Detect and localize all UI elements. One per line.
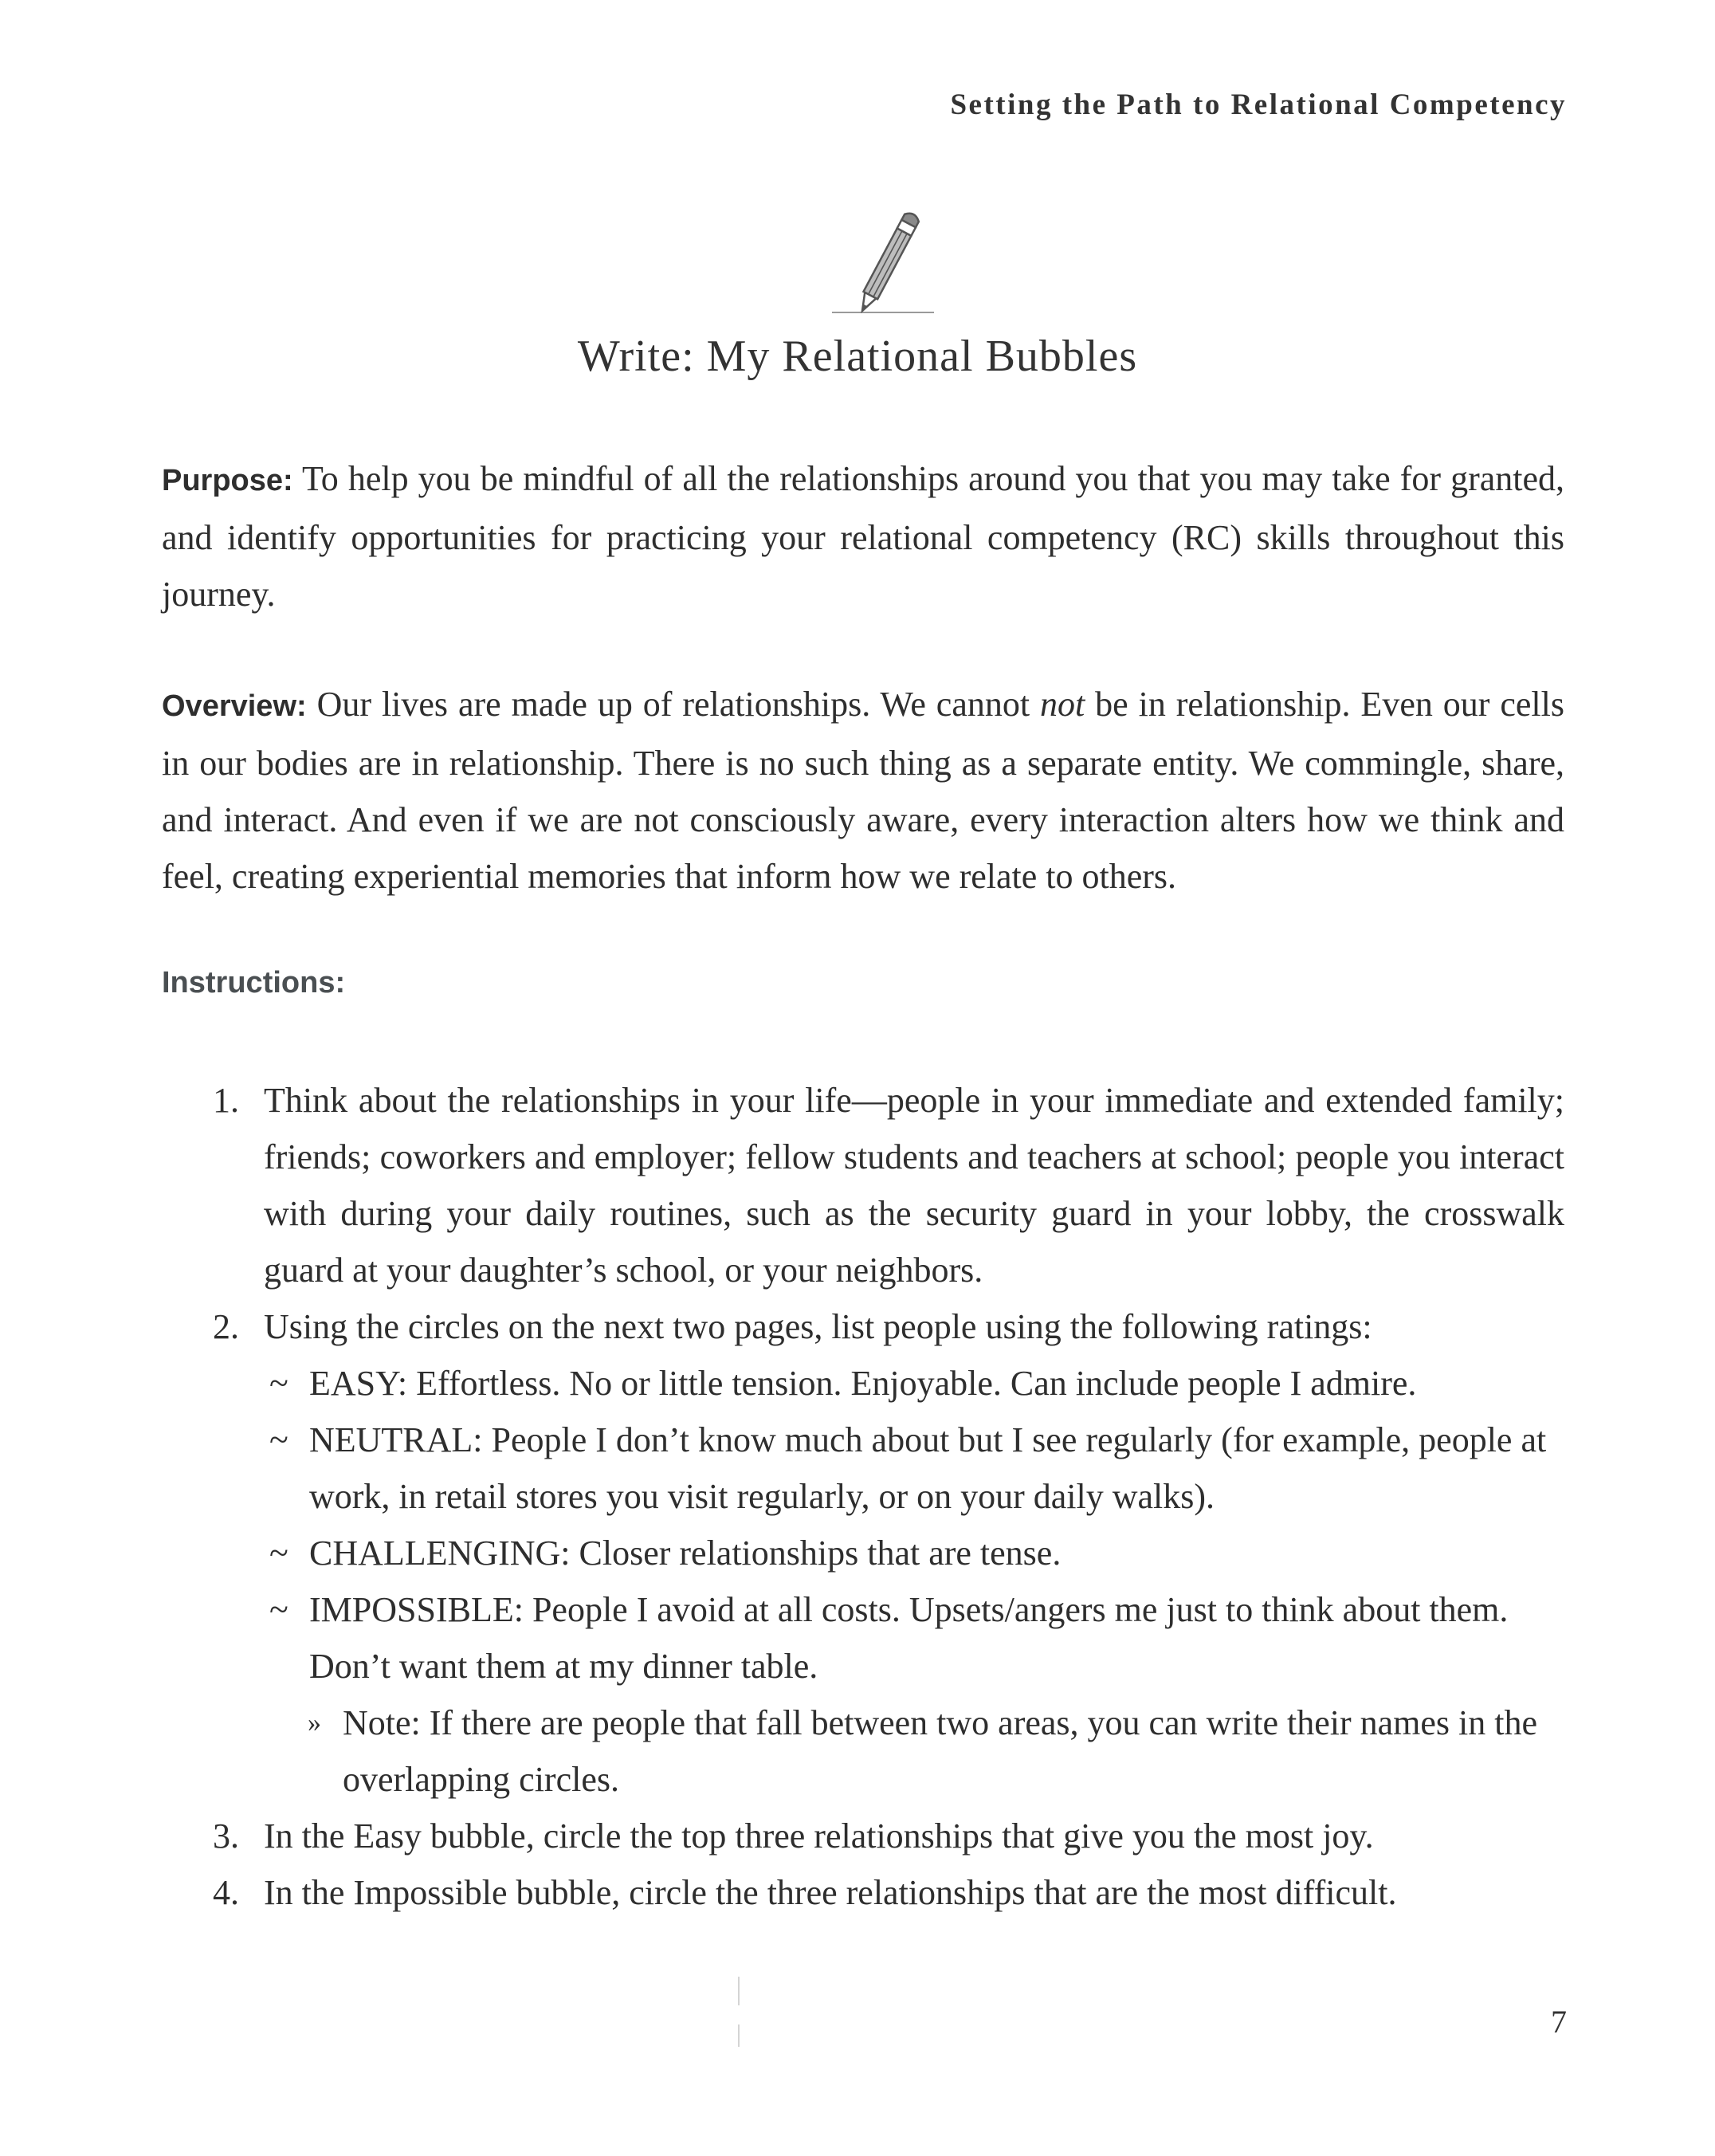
tilde-bullet: ~ bbox=[269, 1420, 288, 1459]
overview-paragraph bbox=[162, 676, 1564, 905]
list-item-number: 4. bbox=[213, 1873, 239, 1912]
note-text: Note: If there are people that fall between two areas, you can write their names in the overlapping circles. bbox=[343, 1703, 1538, 1799]
instructions-heading: Instructions: bbox=[162, 966, 346, 999]
list-item-number: 2. bbox=[213, 1307, 239, 1346]
overview-text-before: Our lives are made up of relationships. We cannot bbox=[306, 685, 1040, 724]
list-item-number: 3. bbox=[213, 1816, 239, 1856]
note-bullet: » bbox=[308, 1708, 321, 1738]
purpose-label: Purpose: bbox=[162, 464, 293, 497]
list-item-text: Think about the relationships in your life—people in your immediate and extended family; friends; coworkers and employer; fellow students and teachers at school; people you interact with during your daily routines, such as the security guard in your lobby, the crosswalk guard at your daughter’s school, or your neighbors. bbox=[264, 1081, 1564, 1290]
rating-item-neutral bbox=[162, 1412, 1564, 1525]
note-item bbox=[162, 1695, 1564, 1808]
purpose-text: To help you be mindful of all the relationships around you that you may take for granted, and identify opportunities for practicing your relational competency (RC) skills throughout this journey. bbox=[162, 459, 1564, 614]
tilde-bullet: ~ bbox=[269, 1590, 288, 1629]
rating-text: IMPOSSIBLE: People I avoid at all costs. Upsets/angers me just to think about them. Don’t want them at my dinner table. bbox=[309, 1590, 1509, 1686]
overview-label: Overview: bbox=[162, 689, 307, 723]
rating-item-impossible bbox=[162, 1581, 1564, 1695]
overview-text-after: be in relationship. Even our cells in our bodies are in relationship. There is no such thing as a separate entity. We commingle, share, and interact. And even if we are not consciously aware, every interaction alters how we think and feel, creating experiential memories that inform how we relate to others. bbox=[162, 685, 1564, 896]
list-item bbox=[162, 1072, 1564, 1298]
list-item-number: 1. bbox=[213, 1081, 239, 1120]
page-title: Write: My Relational Bubbles bbox=[577, 332, 1138, 381]
rating-text: CHALLENGING: Closer relationships that are tense. bbox=[309, 1534, 1062, 1573]
overview-emphasis: not bbox=[1040, 685, 1085, 724]
list-item bbox=[162, 1864, 1564, 1921]
scan-mark bbox=[738, 1977, 740, 2005]
purpose-paragraph bbox=[162, 450, 1564, 622]
instructions-list bbox=[162, 1072, 1564, 1921]
list-item-text: In the Impossible bubble, circle the three relationships that are the most difficult. bbox=[264, 1873, 1397, 1912]
pencil-icon bbox=[826, 198, 937, 325]
list-item-text: In the Easy bubble, circle the top three relationships that give you the most joy. bbox=[264, 1816, 1374, 1856]
rating-item-challenging bbox=[162, 1525, 1564, 1581]
list-item-text: Using the circles on the next two pages, list people using the following ratings: bbox=[264, 1307, 1372, 1346]
rating-item-easy bbox=[162, 1355, 1564, 1412]
page-number: 7 bbox=[1551, 2004, 1567, 2040]
rating-text: NEUTRAL: People I don’t know much about but I see regularly (for example, people at work, in retail stores you visit regularly, or on your daily walks). bbox=[309, 1420, 1547, 1516]
list-item bbox=[162, 1808, 1564, 1864]
tilde-bullet: ~ bbox=[269, 1364, 288, 1403]
rating-text: EASY: Effortless. No or little tension. Enjoyable. Can include people I admire. bbox=[309, 1364, 1417, 1403]
running-header: Setting the Path to Relational Competency bbox=[950, 88, 1567, 121]
list-item bbox=[162, 1298, 1564, 1355]
tilde-bullet: ~ bbox=[269, 1534, 288, 1573]
scan-mark bbox=[738, 2024, 740, 2047]
